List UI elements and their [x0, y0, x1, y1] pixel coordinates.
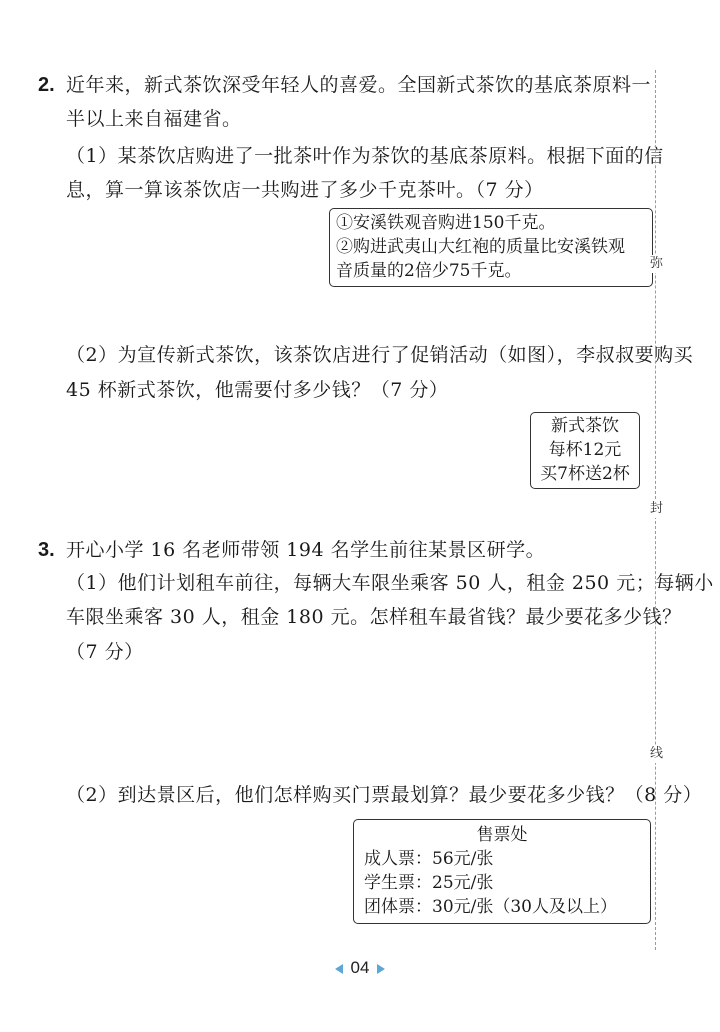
previous-arrow-icon: [335, 964, 343, 974]
question-2-part-2-line-2: 45 杯新式茶饮，他需要付多少钱？（7 分）: [66, 379, 449, 401]
question-2-part-2-line-1: （2）为宣传新式茶饮，该茶饮店进行了促销活动（如图），李叔叔要购买: [66, 344, 694, 366]
page-footer: [0, 958, 720, 978]
question-3-part-2-line-1: （2）到达景区后，他们怎样购买门票最划算？最少要花多少钱？（8 分）: [66, 784, 703, 806]
promotion-price: 每杯12元: [548, 440, 622, 460]
page-number: 04: [350, 958, 370, 977]
ticket-office-title: 售票处: [476, 825, 528, 845]
info-box-line-3: 音质量的2倍少75千克。: [336, 261, 522, 281]
ticket-row-student: 学生票：25元/张: [364, 873, 494, 893]
tea-purchase-info-box: [329, 208, 653, 287]
info-box-line-2: ②购进武夷山大红袍的质量比安溪铁观: [336, 237, 625, 257]
seal-char-xian: 线: [650, 746, 664, 761]
question-3-part-1-line-3: （7 分）: [66, 641, 144, 663]
ticket-row-adult: 成人票：56元/张: [364, 849, 494, 869]
question-2-part-1-line-2: 息，算一算该茶饮店一共购进了多少千克茶叶。（7 分）: [66, 179, 544, 201]
question-2-intro-line-2: 半以上来自福建省。: [66, 108, 242, 130]
promotion-title: 新式茶饮: [551, 416, 619, 436]
question-3-intro-line-1: 开心小学 16 名老师带领 194 名学生前往某景区研学。: [66, 539, 546, 561]
question-2-part-1-line-1: （1）某茶饮店购进了一批茶叶作为茶饮的基底茶原料。根据下面的信: [66, 145, 664, 167]
ticket-office-box: [353, 819, 651, 924]
ticket-row-group: 团体票：30元/张（30人及以上）: [364, 897, 617, 917]
question-3-part-1-line-1: （1）他们计划租车前往，每辆大车限坐乘客 50 人，租金 250 元；每辆小: [66, 572, 714, 594]
question-3-number: 3.: [38, 539, 55, 561]
promotion-offer: 买7杯送2杯: [540, 464, 630, 484]
question-2-number: 2.: [38, 74, 55, 96]
promotion-sign-box: [530, 412, 640, 489]
seal-char-feng: 封: [650, 501, 664, 516]
question-2-intro-line-1: 近年来，新式茶饮深受年轻人的喜爱。全国新式茶饮的基底茶原料一: [66, 74, 652, 96]
seal-char-mi: 弥: [650, 256, 664, 271]
next-arrow-icon: [377, 964, 385, 974]
question-3-part-1-line-2: 车限坐乘客 30 人，租金 180 元。怎样租车最省钱？最少要花多少钱？: [66, 606, 682, 628]
info-box-line-1: ①安溪铁观音购进150千克。: [336, 213, 556, 233]
